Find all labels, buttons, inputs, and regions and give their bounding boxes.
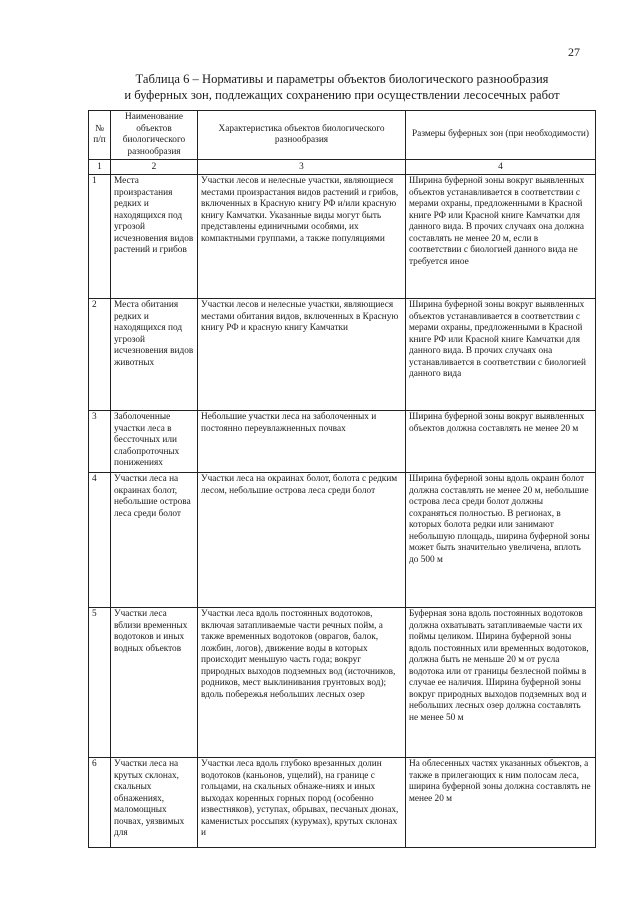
row-object-name: Места обитания редких и находящихся под угрозой исчезновения видов животных bbox=[111, 299, 198, 411]
row-buffer-size: Ширина буферной зоны вокруг выявленных объектов должна составлять не менее 20 м bbox=[406, 411, 596, 473]
column-number: 1 bbox=[89, 160, 111, 175]
row-buffer-size: Ширина буферной зоны вокруг выявленных объектов устанавливается в соответствии с мерами охраны, предложенными в Красной книге РФ или Красной книге Камчатки для данного вида. В прочих случаях она устанавливается в соответствии с биологией данного вида bbox=[406, 299, 596, 411]
row-buffer-size: Ширина буферной зоны вдоль окраин болот должна составлять не менее 20 м, небольшие острова леса среди болот должны сохраняться полностью. В регионах, в которых болота редки или занимают небольшую площадь, ширина буферной зоны может быть значительно увеличена, вплоть до 500 м bbox=[406, 473, 596, 608]
biodiversity-norms-table bbox=[88, 110, 596, 848]
row-number: 4 bbox=[89, 473, 111, 608]
table-title-line-1: Таблица 6 – Нормативы и параметры объектов биологического разнообразия bbox=[135, 72, 549, 86]
header-num: № п/п bbox=[89, 111, 111, 160]
row-object-name: Участки леса на крутых склонах, скальных обнажениях, маломощных почвах, уязвимых для bbox=[111, 758, 198, 848]
table-row bbox=[89, 411, 596, 473]
header-row bbox=[89, 111, 596, 160]
row-characteristic: Участки лесов и нелесные участки, являющиеся местами произрастания видов растений и грибов, включенных в Красную книгу РФ и/или красную книгу Камчатки. Указанные виды могут быть представлены единичными особями, их компактными группами, а также популяциями bbox=[198, 175, 406, 299]
table-row bbox=[89, 299, 596, 411]
row-object-name: Участки леса вблизи временных водотоков и иных водных объектов bbox=[111, 608, 198, 758]
row-characteristic: Участки леса вдоль постоянных водотоков, включая затапливаемые части речных пойм, а также временных водотоков (оврагов, балок, ложбин, логов), движение воды в которых происходит меньшую часть года; вокруг природных выходов подземных вод (источников, родников, мест выклинивания грунтовых вод); вдоль побережья небольших лесных озер bbox=[198, 608, 406, 758]
row-buffer-size: Ширина буферной зоны вокруг выявленных объектов устанавливается в соответствии с мерами охраны, предложенными в Красной книге РФ или Красной книге Камчатки для данного вида. В прочих случаях она должна составлять не менее 20 м, если в соответствии с биологией данного вида не требуется иное bbox=[406, 175, 596, 299]
row-number: 6 bbox=[89, 758, 111, 848]
row-object-name: Участки леса на окраинах болот, небольшие острова леса среди болот bbox=[111, 473, 198, 608]
row-buffer-size: На облесенных частях указанных объектов, а также в прилегающих к ним полосам леса, ширина буферной зоны должна составлять не менее 20 м bbox=[406, 758, 596, 848]
table-title bbox=[82, 71, 602, 103]
row-buffer-size: Буферная зона вдоль постоянных водотоков должна охватывать затапливаемые части их поймы целиком. Ширина буферной зоны вдоль постоянных или временных водотоков, должна быть не меньше 20 м от русла водотока или от границы безлесной поймы в случае ее наличия. Ширина буферной зоны вокруг природных выходов подземных вод и небольших лесных озер должна составлять не менее 50 м bbox=[406, 608, 596, 758]
table-row bbox=[89, 473, 596, 608]
row-number: 2 bbox=[89, 299, 111, 411]
header-characteristic: Характеристика объектов биологического разнообразия bbox=[198, 111, 406, 160]
column-number: 4 bbox=[406, 160, 596, 175]
row-object-name: Места произрастания редких и находящихся под угрозой исчезновения видов растений и грибов bbox=[111, 175, 198, 299]
row-number: 5 bbox=[89, 608, 111, 758]
row-object-name: Заболоченные участки леса в бессточных или слабопроточных понижениях bbox=[111, 411, 198, 473]
table-row bbox=[89, 175, 596, 299]
header-buffer: Размеры буферных зон (при необходимости) bbox=[406, 111, 596, 160]
row-characteristic: Участки лесов и нелесные участки, являющиеся местами обитания видов, включенных в Красную книгу РФ и красную книгу Камчатки bbox=[198, 299, 406, 411]
page-number: 27 bbox=[568, 45, 580, 59]
row-characteristic: Участки леса вдоль глубоко врезанных долин водотоков (каньонов, ущелий), на границе с гольцами, на скальных обнаже-ниях и иных выходах коренных горных пород (особенно известняков), уступах, обрывах, песчаных дюнах, каменистых россыпях (курумах), крутых склонах и bbox=[198, 758, 406, 848]
table-row bbox=[89, 608, 596, 758]
column-number: 2 bbox=[111, 160, 198, 175]
column-number-row bbox=[89, 160, 596, 175]
header-name: Наименование объектов биологического разнообразия bbox=[111, 111, 198, 160]
row-characteristic: Участки леса на окраинах болот, болота с редким лесом, небольшие острова леса среди болот bbox=[198, 473, 406, 608]
table-title-line-2: и буферных зон, подлежащих сохранению при осуществлении лесосечных работ bbox=[124, 88, 560, 102]
row-characteristic: Небольшие участки леса на заболоченных и постоянно переувлажненных почвах bbox=[198, 411, 406, 473]
row-number: 1 bbox=[89, 175, 111, 299]
column-number: 3 bbox=[198, 160, 406, 175]
table-row bbox=[89, 758, 596, 848]
row-number: 3 bbox=[89, 411, 111, 473]
